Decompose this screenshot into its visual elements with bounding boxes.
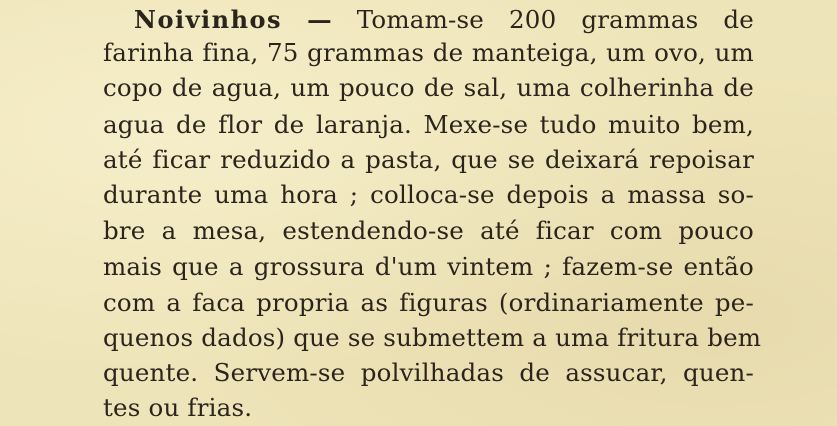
- recipe-line-6: durante uma hora ; colloca-se depois a massa so-: [103, 180, 754, 209]
- recipe-line-11: quente. Servem-se polvilhadas de assucar, quen-: [103, 358, 754, 387]
- recipe-line-7: bre a mesa, estendendo-se até ficar com pouco: [103, 216, 754, 245]
- recipe-line-5: até ficar reduzido a pasta, que se deixará repoisar: [103, 145, 754, 174]
- recipe-line-2: farinha fina, 75 grammas de manteiga, um ovo, um: [103, 38, 754, 67]
- recipe-line-3: copo de agua, um pouco de sal, uma colherinha de: [103, 73, 754, 102]
- recipe-line-1: [134, 5, 754, 35]
- title-dash: —: [307, 5, 332, 34]
- recipe-line-9: com a faca propria as figuras (ordinariamente pe-: [103, 288, 754, 317]
- recipe-line-12: tes ou frias.: [103, 393, 253, 422]
- recipe-title: Noivinhos: [134, 5, 283, 34]
- recipe-line-1-text: Tomam-se 200 grammas de: [356, 5, 754, 34]
- recipe-line-8: mais que a grossura d'um vintem ; fazem-se então: [103, 252, 754, 281]
- recipe-line-4: agua de flor de laranja. Mexe-se tudo muito bem,: [103, 110, 754, 139]
- recipe-line-10: quenos dados) que se submettem a uma fritura bem: [103, 323, 762, 352]
